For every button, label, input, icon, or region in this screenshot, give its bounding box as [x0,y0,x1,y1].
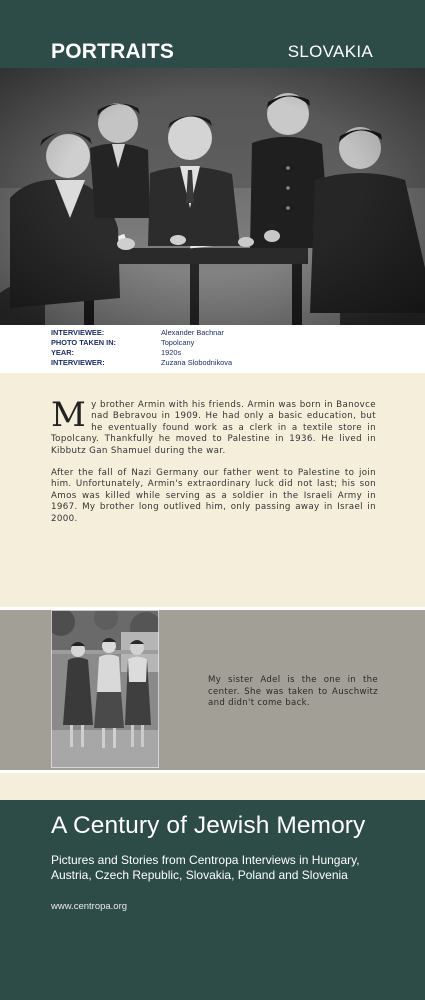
photo-caption: My sister Adel is the one in the center. She was taken to Auschwitz and didn't come back. [208,675,378,709]
meta-value: Topolcany [161,338,195,347]
meta-label: PHOTO TAKEN IN: [51,338,117,347]
page-footer [0,800,425,1000]
story-text [51,395,376,536]
photo-metadata [0,325,425,373]
divider [0,770,425,773]
secondary-photo [51,610,159,768]
meta-label: INTERVIEWEE: [51,328,105,337]
meta-value: 1920s [161,348,182,357]
page-header [0,0,425,68]
meta-label: INTERVIEWER: [51,358,105,367]
footer-url[interactable]: www.centropa.org [51,901,128,912]
meta-label: YEAR: [51,348,74,357]
drop-cap: M [51,395,87,435]
footer-title: A Century of Jewish Memory [51,812,366,839]
story-paragraph-1-text: y brother Armin with his friends. Armin was born in Banovce nad Bebravou in 1909. He had only a basic education, but he eventually found work as a clerk in a textile store in Topolcany. Thankfully he moved to Palestine in 1936. He lived in Kibbutz Gan Shamuel during the war. [51,400,376,456]
meta-value: Zuzana Slobodnikova [161,358,233,367]
story-paragraph-1 [51,395,376,457]
page-title: PORTRAITS [51,40,175,63]
main-photo [0,68,425,325]
region-label: SLOVAKIA [287,42,373,61]
story-paragraph-2: After the fall of Nazi Germany our father went to Palestine to join him. Unfortunately, Armin's extraordinary luck did not last; his son Amos was killed while serving as a soldier in the Israeli Army in 1967. My brother long outlived him, only passing away in Israel in 2000. [51,468,376,524]
meta-value: Alexander Bachnar [161,328,224,337]
footer-subtitle: Pictures and Stories from Centropa Interviews in Hungary, Austria, Czech Republic, Slovakia, Poland and Slovenia [51,853,360,882]
